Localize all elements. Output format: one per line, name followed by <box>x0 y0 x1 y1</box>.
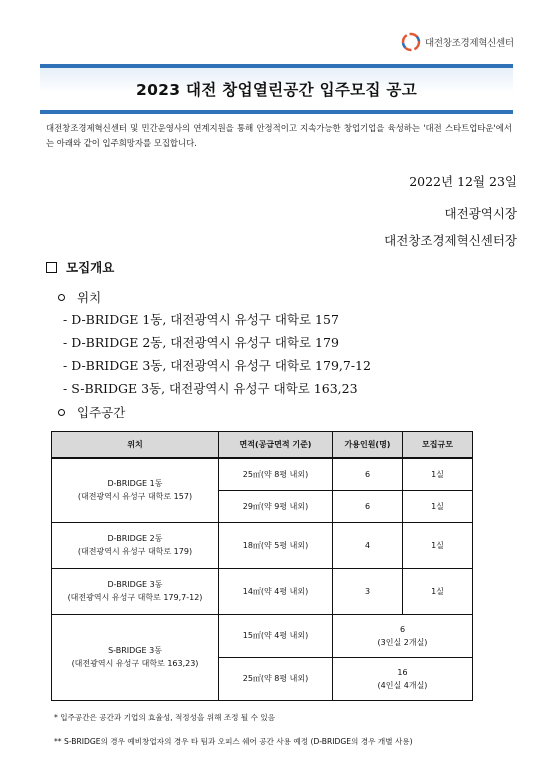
merged-capacity-cell <box>333 614 473 657</box>
scale-cell: 1실 <box>403 522 473 568</box>
area-cell: 29㎡(약 9평 내외) <box>219 490 333 522</box>
building-name: D-BRIDGE 3동 <box>107 580 163 589</box>
area-cell: 15㎡(약 4평 내외) <box>219 614 333 657</box>
capacity-detail: (3인실 2개실) <box>377 637 428 647</box>
location-item: - D-BRIDGE 2동, 대전광역시 유성구 대학로 179 <box>63 335 339 350</box>
issuer-center: 대전창조경제혁신센터장 <box>384 233 517 248</box>
building-name: S-BRIDGE 3동 <box>108 646 162 655</box>
logo-icon <box>400 31 422 53</box>
page-title: 2023 대전 창업열린공간 입주모집 공고 <box>136 81 417 99</box>
table-header-row <box>52 432 473 459</box>
people-cell: 4 <box>333 522 403 568</box>
building-name: D-BRIDGE 1동 <box>107 479 163 489</box>
area-cell: 25㎡(약 8평 내외) <box>219 657 333 700</box>
space-table <box>51 431 473 701</box>
capacity-value: 16 <box>397 667 408 677</box>
circle-bullet-icon <box>58 409 65 416</box>
location-label: 위치 <box>77 290 102 305</box>
section-title: 모집개요 <box>66 260 115 275</box>
merged-capacity-cell <box>333 657 473 700</box>
circle-bullet-icon <box>58 294 65 301</box>
intro-text: 대전창조경제혁신센터 및 민간운영사의 연계지원을 통해 안정적이고 지속가능한 창업기업을 육성하는 '대전 스타트업타운'에서는 아래와 같이 입주희망자를 모집합니다. <box>46 123 512 148</box>
area-cell: 18㎡(약 5평 내외) <box>219 522 333 568</box>
title-bar <box>40 64 513 114</box>
location-item: - S-BRIDGE 3동, 대전광역시 유성구 대학로 163,23 <box>63 381 358 396</box>
location-cell <box>52 614 219 700</box>
area-cell: 14㎡(약 4평 내외) <box>219 568 333 614</box>
col-header-location: 위치 <box>52 432 219 459</box>
building-name: D-BRIDGE 2동 <box>107 534 163 543</box>
section-heading <box>46 258 114 276</box>
footnote: * 입주공간은 공간과 기업의 효율성, 적정성을 위해 조정 될 수 있음 <box>54 713 276 722</box>
location-item: - D-BRIDGE 1동, 대전광역시 유성구 대학로 157 <box>63 312 339 327</box>
scale-cell: 1실 <box>403 490 473 522</box>
table-row <box>52 458 473 490</box>
col-header-scale: 모집규모 <box>403 432 473 459</box>
issuer-mayor: 대전광역시장 <box>444 206 517 221</box>
location-cell <box>52 568 219 614</box>
capacity-detail: (4인실 4개실) <box>377 680 428 690</box>
square-bullet-icon <box>46 262 57 273</box>
logo-text: 대전창조경제혁신센터 <box>425 38 514 49</box>
col-header-area: 면적(공급면적 기준) <box>219 432 333 459</box>
building-address: (대전광역시 유성구 대학로 163,23) <box>71 659 199 668</box>
people-cell: 6 <box>333 490 403 522</box>
logo <box>400 31 514 53</box>
building-address: (대전광역시 유성구 대학로 179,7-12) <box>67 593 203 602</box>
table-row <box>52 522 473 568</box>
space-label: 입주공간 <box>77 405 126 420</box>
building-address: (대전광역시 유성구 대학로 157) <box>77 492 193 502</box>
location-cell <box>52 458 219 522</box>
area-cell: 25㎡(약 8평 내외) <box>219 458 333 490</box>
space-bullet <box>58 403 125 421</box>
scale-cell: 1실 <box>403 458 473 490</box>
footnote: ** S-BRIDGE의 경우 예비창업자의 경우 타 팀과 오피스 쉐어 공간 사용 예정 (D-BRIDGE의 경우 개별 사용) <box>54 737 413 746</box>
col-header-people: 가용인원(명) <box>333 432 403 459</box>
location-item: - D-BRIDGE 3동, 대전광역시 유성구 대학로 179,7-12 <box>63 358 371 373</box>
people-cell: 6 <box>333 458 403 490</box>
capacity-value: 6 <box>399 624 406 634</box>
table-row <box>52 614 473 657</box>
announcement-date: 2022년 12월 23일 <box>409 174 517 189</box>
scale-cell: 1실 <box>403 568 473 614</box>
building-address: (대전광역시 유성구 대학로 179) <box>77 547 193 556</box>
location-bullet <box>58 288 101 306</box>
people-cell: 3 <box>333 568 403 614</box>
location-cell <box>52 522 219 568</box>
table-row <box>52 568 473 614</box>
